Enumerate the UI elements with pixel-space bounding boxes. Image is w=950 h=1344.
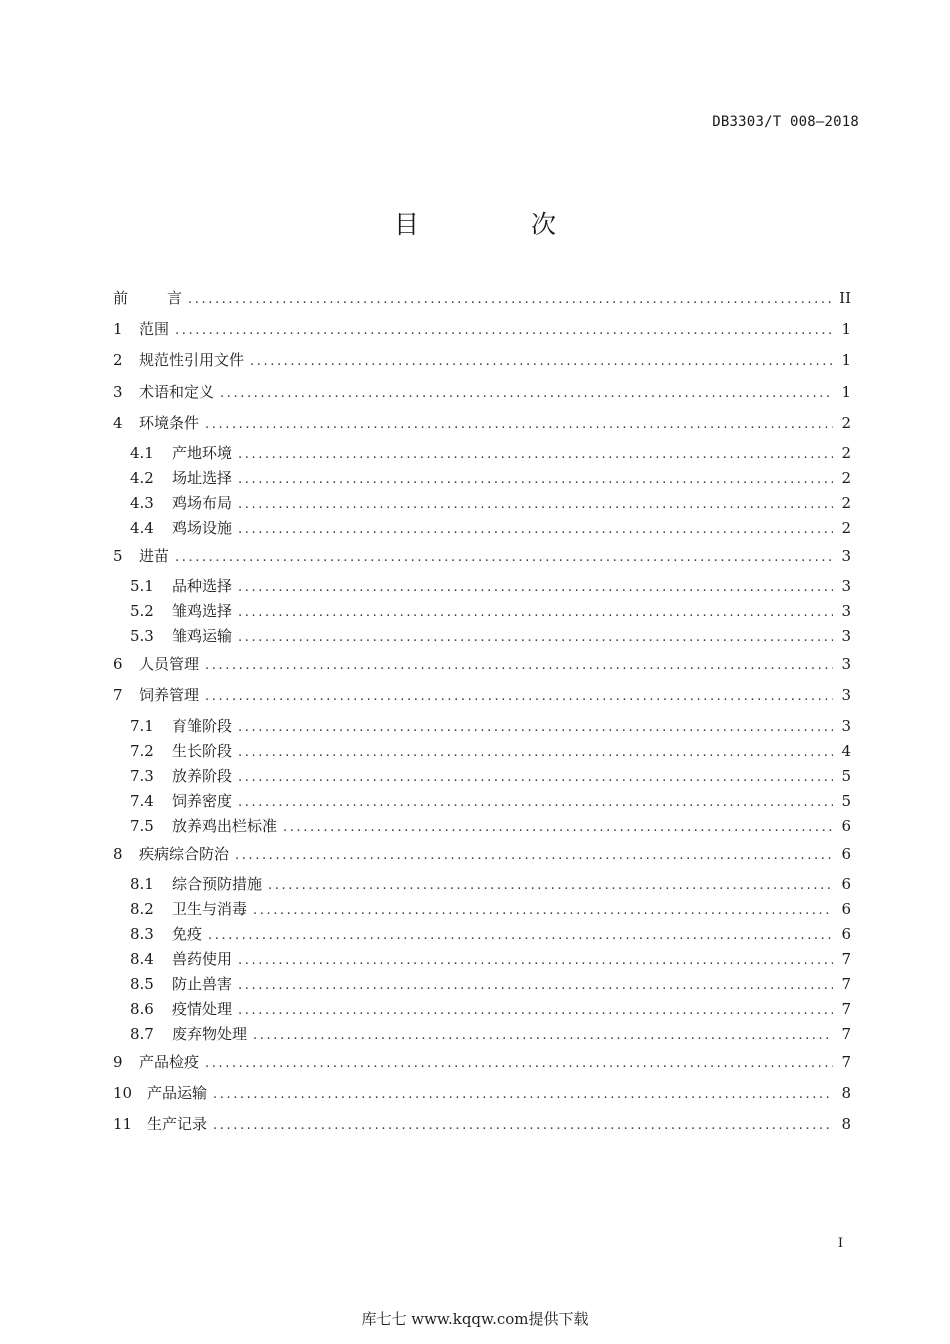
toc-number: 8.6 [130,999,154,1018]
toc-subentry[interactable] [113,922,851,947]
toc-leader-dots [238,492,833,517]
toc-number: 8.3 [130,924,154,943]
page-title: 目 次 [394,210,608,239]
toc-number: 9 [113,1052,123,1071]
toc-page-number: 4 [841,741,851,760]
toc-page-number: 1 [841,351,851,370]
toc-leader-dots [220,378,833,409]
toc-leader-dots [238,948,833,973]
toc-leader-dots [283,815,833,840]
toc-leader-dots [175,542,833,573]
toc-number: 8.4 [130,949,154,968]
toc-subentry[interactable] [113,814,851,839]
toc-label: 放养鸡出栏标准 [172,816,278,835]
toc-leader-dots [238,765,833,790]
toc-entry[interactable] [113,839,851,870]
toc-leader-dots [253,1023,833,1048]
toc-subentry[interactable] [113,599,851,624]
toc-label: 废弃物处理 [172,1024,248,1043]
toc-label: 场址选择 [172,468,233,487]
toc-subentry[interactable] [113,972,851,997]
toc-leader-dots [238,467,833,492]
toc-entry[interactable] [113,680,851,711]
toc-entry[interactable] [113,408,851,439]
toc-label: 环境条件 [139,413,200,432]
toc-label: 范围 [139,320,170,339]
toc-number: 4.2 [130,468,154,487]
toc-subentry[interactable] [113,574,851,599]
toc-page-number: 6 [841,874,851,893]
toc-label: 术语和定义 [139,382,215,401]
toc-subentry[interactable] [113,491,851,516]
toc-number: 3 [113,382,123,401]
toc-number: 7.5 [130,816,154,835]
page-number: I [837,1236,843,1251]
toc-leader-dots [253,898,833,923]
toc-label: 饲养管理 [139,686,200,705]
toc-leader-dots [268,873,833,898]
toc-leader-dots [238,973,833,998]
toc-label: 人员管理 [139,655,200,674]
toc-leader-dots [250,346,833,377]
toc-number: 7 [113,686,123,705]
toc-label: 雏鸡选择 [172,602,233,621]
toc-number: 8.2 [130,899,154,918]
toc-label: 卫生与消毒 [172,899,248,918]
toc-leader-dots [175,315,833,346]
toc-entry[interactable] [113,1109,851,1140]
toc-page-number: 1 [841,382,851,401]
toc-page-number: 2 [841,413,851,432]
toc-label: 饲养密度 [172,791,233,810]
toc-number: 7.1 [130,716,154,735]
toc-page-number: 3 [841,546,851,565]
toc-page-number: 7 [841,949,851,968]
toc-number: 8 [113,844,123,863]
toc-label: 疫情处理 [172,999,233,1018]
toc-leader-dots [238,790,833,815]
toc-subentry[interactable] [113,466,851,491]
toc-subentry[interactable] [113,897,851,922]
toc-page-number: 2 [841,443,851,462]
toc-subentry[interactable] [113,714,851,739]
toc-number: 7.4 [130,791,154,810]
toc-label: 品种选择 [172,577,233,596]
toc-subentry[interactable] [113,947,851,972]
toc-label: 进苗 [139,546,170,565]
toc-subentry[interactable] [113,789,851,814]
toc-label: 免疫 [172,924,203,943]
toc-entry[interactable] [113,1078,851,1109]
toc-label: 生长阶段 [172,741,233,760]
toc-subentry[interactable] [113,997,851,1022]
toc-label: 产品运输 [147,1083,208,1102]
toc-page-number: 3 [841,716,851,735]
toc-page-number: 7 [841,1024,851,1043]
toc-leader-dots [208,923,833,948]
toc-label: 产品检疫 [139,1052,200,1071]
toc-number: 1 [113,320,123,339]
toc-leader-dots [188,284,833,315]
toc-leader-dots [238,600,833,625]
toc-entry[interactable] [113,283,851,314]
toc-page-number: 7 [841,974,851,993]
toc-number: 5.3 [130,627,154,646]
download-watermark: 库七七 www.kqqw.com提供下载 [361,1310,589,1328]
toc-entry[interactable] [113,345,851,376]
toc-leader-dots [238,740,833,765]
toc-label: 疾病综合防治 [139,844,230,863]
toc-entry[interactable] [113,377,851,408]
toc-leader-dots [213,1110,833,1141]
toc-number: 7.2 [130,741,154,760]
toc-label: 产地环境 [172,443,233,462]
toc-number: 5.2 [130,602,154,621]
toc-subentry[interactable] [113,1022,851,1047]
toc-label: 规范性引用文件 [139,351,245,370]
toc-page-number: 3 [841,602,851,621]
toc-leader-dots [213,1079,833,1110]
table-of-contents [113,283,851,1140]
toc-number: 8.7 [130,1024,154,1043]
toc-number: 2 [113,351,123,370]
toc-subentry[interactable] [113,624,851,649]
toc-page-number: 2 [841,493,851,512]
toc-label: 综合预防措施 [172,874,263,893]
toc-number: 4.3 [130,493,154,512]
toc-entry[interactable] [113,541,851,572]
toc-number: 8.5 [130,974,154,993]
toc-number: 11 [113,1115,133,1134]
toc-label: 防止兽害 [172,974,233,993]
toc-number: 前 [113,289,129,307]
toc-label: 雏鸡运输 [172,627,233,646]
toc-page-number: 3 [841,627,851,646]
toc-number: 4.4 [130,518,154,537]
toc-leader-dots [205,650,833,681]
toc-number: 4.1 [130,443,154,462]
toc-page-number: 2 [841,468,851,487]
toc-number: 7.3 [130,766,154,785]
toc-number: 8.1 [130,874,154,893]
toc-leader-dots [238,442,833,467]
toc-subentry[interactable] [113,739,851,764]
toc-page-number: 6 [841,899,851,918]
toc-page-number: 7 [841,1052,851,1071]
toc-subentry[interactable] [113,764,851,789]
toc-leader-dots [238,575,833,600]
toc-page-number: 7 [841,999,851,1018]
toc-number: 4 [113,413,123,432]
toc-page-number: 2 [841,518,851,537]
document-code: DB3303/T 008—2018 [712,114,859,130]
toc-subentry[interactable] [113,872,851,897]
toc-number: 10 [113,1083,133,1102]
toc-leader-dots [205,409,833,440]
toc-entry[interactable] [113,649,851,680]
toc-leader-dots [238,715,833,740]
toc-label: 育雏阶段 [172,716,233,735]
toc-label: 放养阶段 [172,766,233,785]
toc-leader-dots [205,681,833,712]
toc-number: 5.1 [130,577,154,596]
toc-page-number: 3 [841,655,851,674]
toc-page-number: 8 [841,1115,851,1134]
toc-page-number: 5 [841,766,851,785]
toc-page-number: 6 [841,924,851,943]
toc-label: 鸡场布局 [172,493,233,512]
toc-leader-dots [205,1048,833,1079]
toc-leader-dots [238,517,833,542]
toc-page-number: 8 [841,1083,851,1102]
toc-page-number: 6 [841,816,851,835]
toc-entry[interactable] [113,314,851,345]
toc-label: 言 [167,289,183,307]
toc-page-number: II [839,289,851,307]
toc-label: 兽药使用 [172,949,233,968]
toc-number: 5 [113,546,123,565]
toc-page-number: 5 [841,791,851,810]
toc-page-number: 1 [841,320,851,339]
toc-number: 6 [113,655,123,674]
toc-subentry[interactable] [113,441,851,466]
toc-leader-dots [238,998,833,1023]
toc-entry[interactable] [113,1047,851,1078]
toc-label: 生产记录 [147,1115,208,1134]
toc-label: 鸡场设施 [172,518,233,537]
toc-leader-dots [238,625,833,650]
toc-leader-dots [235,840,833,871]
toc-page-number: 3 [841,577,851,596]
toc-subentry[interactable] [113,516,851,541]
toc-page-number: 6 [841,844,851,863]
toc-page-number: 3 [841,686,851,705]
